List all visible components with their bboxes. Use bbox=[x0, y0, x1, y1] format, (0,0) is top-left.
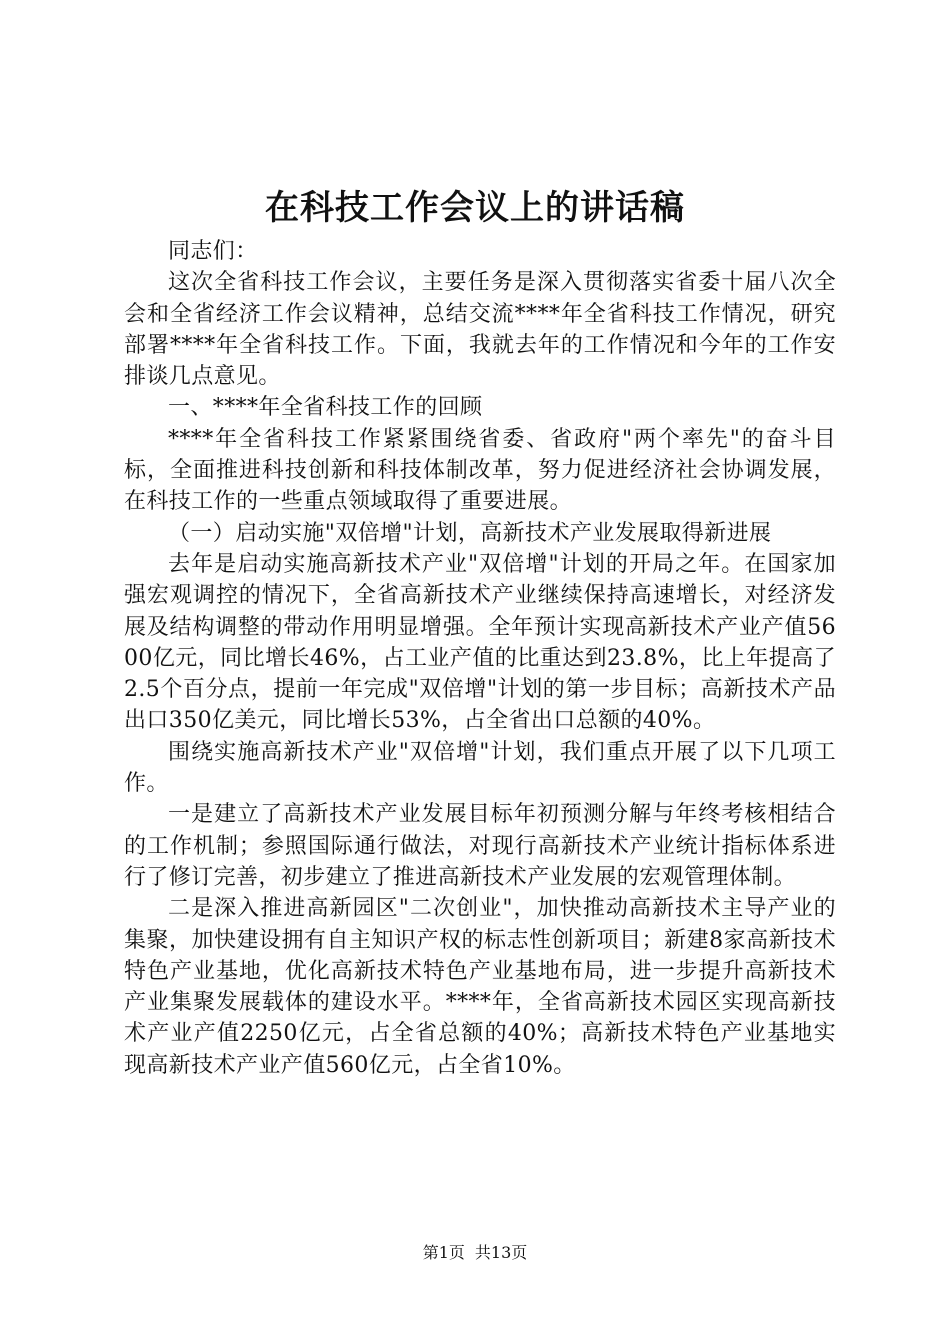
work-item-one-paragraph: 一是建立了高新技术产业发展目标年初预测分解与年终考核相结合的工作机制；参照国际通行做法，对现行高新技术产业统计指标体系进行了修订完善，初步建立了推进高新技术产业发展的宏观管理体制。 bbox=[124, 802, 836, 890]
intro-paragraph: 这次全省科技工作会议，主要任务是深入贯彻落实省委十届八次全会和全省经济工作会议精神，总结交流****年全省科技工作情况，研究部署****年全省科技工作。下面，我就去年的工作情况和今年的工作安排谈几点意见。 bbox=[124, 270, 836, 390]
salutation-paragraph: 同志们： bbox=[168, 239, 258, 264]
work-item-two-paragraph: 二是深入推进高新园区"二次创业"，加快推动高新技术主导产业的集聚，加快建设拥有自主知识产权的标志性创新项目；新建8家高新技术特色产业基地，优化高新技术特色产业基地布局，进一步提升高新技术产业集聚发展载体的建设水平。****年，全省高新技术园区实现高新技术产业产值2250亿元，占全省总额的40%；高新技术特色产业基地实现高新技术产业产值560亿元，占全省10%。 bbox=[124, 896, 836, 1078]
work-items-intro-paragraph: 围绕实施高新技术产业"双倍增"计划，我们重点开展了以下几项工作。 bbox=[124, 739, 836, 797]
page-total: 共13页 bbox=[474, 1243, 528, 1262]
double-growth-results-paragraph: 去年是启动实施高新技术产业"双倍增"计划的开局之年。在国家加强宏观调控的情况下，全省高新技术产业继续保持高速增长，对经济发展及结构调整的带动作用明显增强。全年预计实现高新技术产业产值5600亿元，同比增长46%，占工业产值的比重达到23.8%，比上年提高了2.5个百分点，提前一年完成"双倍增"计划的第一步目标；高新技术产品出口350亿美元，同比增长53%，占全省出口总额的40%。 bbox=[124, 551, 836, 734]
document-title: 在科技工作会议上的讲话稿 bbox=[265, 188, 685, 228]
page-footer bbox=[0, 1242, 950, 1264]
review-summary-paragraph: ****年全省科技工作紧紧围绕省委、省政府"两个率先"的奋斗目标，全面推进科技创新和科技体制改革，努力促进经济社会协调发展，在科技工作的一些重点领域取得了重要进展。 bbox=[124, 426, 836, 515]
page-number: 第1页 bbox=[422, 1243, 465, 1262]
section-heading-review: 一、****年全省科技工作的回顾 bbox=[168, 395, 483, 421]
subsection-heading-double-growth: （一）启动实施"双倍增"计划，高新技术产业发展取得新进展 bbox=[168, 520, 772, 546]
document-body bbox=[124, 236, 836, 1081]
